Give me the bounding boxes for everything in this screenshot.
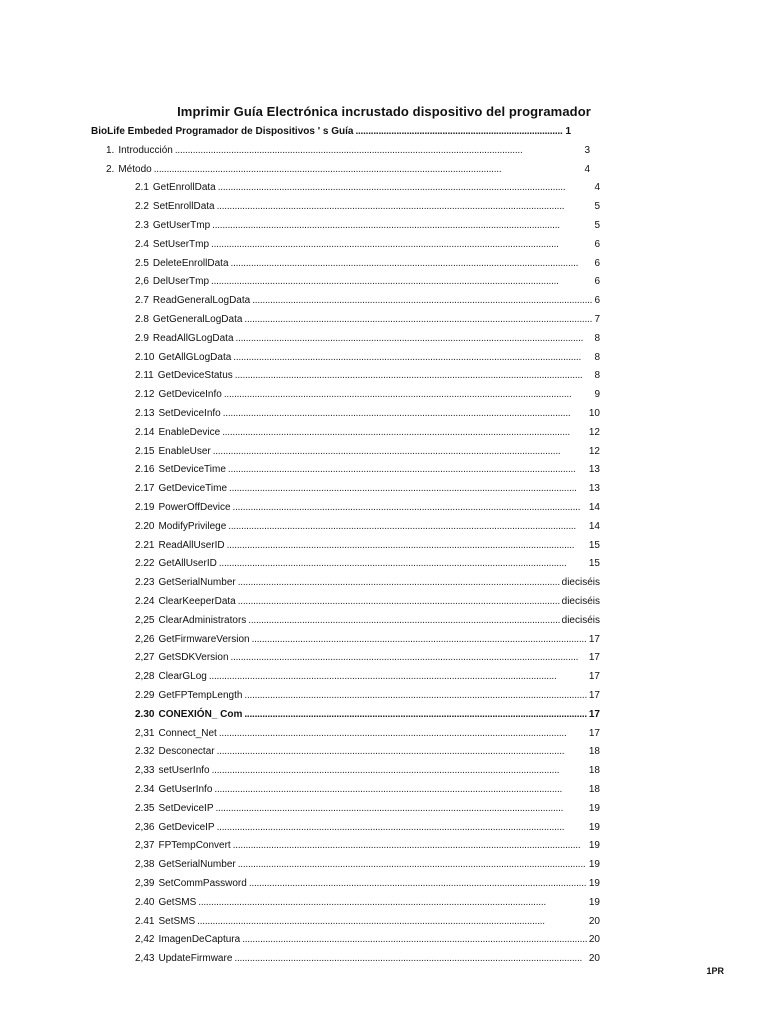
toc-entry[interactable]: [135, 709, 600, 727]
toc-dot-leader: [236, 333, 593, 344]
toc-dot-leader: [235, 370, 593, 381]
toc-entry-number: 2.30: [135, 708, 155, 720]
toc-entry-label: Método: [118, 163, 152, 175]
toc-dot-leader: [231, 652, 587, 663]
toc-dot-leader: [175, 145, 583, 156]
toc-entry-page: 15: [588, 558, 600, 570]
toc-entry-number: 2.17: [135, 483, 155, 495]
toc-entry-page: 17: [588, 708, 600, 720]
toc-entry-label: DeleteEnrollData: [152, 257, 229, 269]
toc-dot-leader: [228, 521, 587, 532]
toc-entry-page: dieciséis: [561, 614, 600, 626]
toc-entry-number: 2.10: [135, 351, 155, 363]
toc-entry-page: 18: [588, 765, 600, 777]
toc-entry[interactable]: [135, 314, 600, 332]
toc-entry[interactable]: [135, 540, 600, 558]
toc-dot-leader: [216, 803, 587, 814]
toc-entry-label: ReadAllGLogData: [152, 332, 234, 344]
toc-entry-label: Connect_Net: [158, 727, 217, 739]
toc-entry-page: 17: [588, 671, 600, 683]
toc-entry[interactable]: [135, 239, 600, 257]
toc-entry[interactable]: [135, 934, 600, 952]
toc-entry[interactable]: [135, 953, 600, 971]
toc-entry-label: setUserInfo: [158, 765, 210, 777]
toc-entry-number: 2.2: [135, 201, 149, 213]
toc-entry[interactable]: [135, 596, 600, 614]
toc-entry-label: SetDeviceTime: [158, 464, 226, 476]
toc-dot-leader: [238, 577, 560, 588]
toc-entry-number: 2,33: [135, 765, 155, 777]
toc-dot-leader: [252, 295, 592, 306]
toc-entry-page: 8: [594, 351, 600, 363]
toc-entry-number: 2.12: [135, 389, 155, 401]
toc-entry-number: 2,31: [135, 727, 155, 739]
toc-entry[interactable]: [135, 220, 600, 238]
toc-entry-number: 2.4: [135, 238, 149, 250]
toc-entry[interactable]: [135, 483, 600, 501]
toc-entry-page: 5: [594, 220, 600, 231]
toc-entry[interactable]: [135, 634, 600, 652]
toc-entry-number: 2,39: [135, 878, 155, 889]
toc-entry-number: 2,27: [135, 652, 155, 664]
toc-entry-page: 18: [588, 784, 600, 795]
toc-entry[interactable]: [135, 577, 600, 595]
toc-entry[interactable]: [135, 746, 600, 764]
toc-entry-page: 8: [594, 332, 600, 344]
toc-entry-number: 2.34: [135, 784, 155, 795]
toc-entry-page: 13: [588, 483, 600, 495]
toc-entry[interactable]: [91, 126, 571, 144]
toc-entry-label: ReadGeneralLogData: [152, 295, 251, 307]
toc-entry-page: 6: [594, 238, 600, 250]
toc-dot-leader: [212, 220, 592, 231]
toc-entry-number: 2,6: [135, 276, 149, 288]
toc-entry-label: PowerOffDevice: [158, 502, 231, 513]
toc-dot-leader: [154, 164, 583, 175]
toc-entry-number: 2.32: [135, 746, 155, 758]
toc-entry-page: 19: [588, 821, 600, 833]
toc-entry-number: 2,43: [135, 953, 155, 965]
toc-entry-number: 2.19: [135, 502, 155, 513]
toc-entry[interactable]: [135, 389, 600, 407]
toc-entry-number: 2,37: [135, 840, 155, 852]
toc-entry[interactable]: [135, 558, 600, 576]
toc-entry-label: ImagenDeCaptura: [158, 934, 241, 946]
toc-entry[interactable]: [135, 916, 600, 934]
toc-entry-page: 10: [588, 408, 600, 419]
toc-entry[interactable]: [135, 370, 600, 388]
toc-entry-label: SetSMS: [158, 915, 196, 927]
toc-entry-label: ClearGLog: [158, 671, 207, 683]
toc-entry-page: 17: [588, 690, 600, 701]
toc-entry-label: Introducción: [118, 144, 173, 156]
toc-dot-leader: [212, 765, 587, 776]
toc-entry-number: 2.41: [135, 915, 155, 927]
toc-dot-leader: [244, 314, 592, 325]
toc-entry[interactable]: [135, 728, 600, 746]
toc-entry-label: BioLife Embeded Programador de Dispositivos ' s Guía: [91, 126, 354, 137]
toc-entry[interactable]: [135, 258, 600, 276]
toc-entry-number: 2.13: [135, 408, 155, 419]
toc-entry-page: 15: [588, 539, 600, 551]
toc-entry-page: 17: [588, 633, 600, 645]
toc-dot-leader: [233, 502, 587, 513]
toc-entry-number: 2,36: [135, 821, 155, 833]
toc-entry-label: UpdateFirmware: [158, 953, 233, 965]
toc-entry-number: 2.35: [135, 802, 155, 814]
toc-entry-number: 2.14: [135, 426, 155, 438]
page-footer: 1PR: [706, 966, 724, 976]
toc-entry-number: 2,28: [135, 671, 155, 683]
toc-entry-label: GetDeviceTime: [158, 483, 228, 495]
toc-entry-number: 2.24: [135, 596, 155, 607]
toc-entry-page: 4: [594, 182, 600, 194]
toc-entry-page: 12: [588, 445, 600, 457]
toc-entry-number: 2.3: [135, 220, 149, 231]
toc-entry[interactable]: [135, 201, 600, 219]
toc-entry-label: GetAllUserID: [158, 558, 217, 570]
toc-entry[interactable]: [106, 145, 590, 163]
toc-dot-leader: [219, 728, 587, 739]
toc-entry[interactable]: [135, 803, 600, 821]
toc-entry-label: GetUserTmp: [152, 220, 211, 231]
toc-entry-label: GetEnrollData: [152, 182, 216, 194]
toc-entry-number: 2.29: [135, 690, 155, 701]
toc-dot-leader: [223, 408, 587, 419]
toc-entry[interactable]: [135, 840, 600, 858]
toc-dot-leader: [224, 389, 593, 400]
toc-entry-page: 20: [588, 915, 600, 927]
toc-dot-leader: [227, 540, 587, 551]
toc-entry-number: 2.22: [135, 558, 155, 570]
toc-entry[interactable]: [135, 182, 600, 200]
toc-dot-leader: [198, 897, 587, 908]
toc-entry[interactable]: [135, 652, 600, 670]
toc-entry[interactable]: [135, 784, 600, 802]
toc-entry[interactable]: [135, 464, 600, 482]
toc-entry-number: 2,26: [135, 633, 155, 645]
toc-entry-number: 2.: [106, 163, 115, 175]
toc-entry[interactable]: [135, 427, 600, 445]
toc-entry-label: GetFirmwareVersion: [158, 633, 250, 645]
toc-entry-label: GetSDKVersion: [158, 652, 229, 664]
toc-dot-leader: [217, 746, 587, 757]
toc-entry-label: ClearKeeperData: [158, 596, 236, 607]
toc-entry-page: 19: [588, 896, 600, 908]
toc-entry-page: 9: [594, 389, 600, 401]
toc-entry-page: 19: [588, 878, 600, 889]
toc-entry-label: SetCommPassword: [158, 878, 247, 889]
toc-entry-label: DelUserTmp: [152, 276, 210, 288]
toc-entry-number: 2.15: [135, 445, 155, 457]
toc-entry-page: dieciséis: [561, 596, 600, 607]
toc-dot-leader: [219, 558, 587, 569]
toc-entry-page: 20: [588, 934, 600, 946]
toc-entry-page: 14: [588, 502, 600, 513]
toc-entry-number: 1.: [106, 144, 115, 156]
toc-entry-page: 3: [584, 144, 590, 156]
toc-entry[interactable]: [135, 295, 600, 313]
toc-entry-number: 2.20: [135, 520, 155, 532]
toc-entry-page: 4: [584, 163, 590, 175]
toc-dot-leader: [242, 934, 587, 945]
toc-entry[interactable]: [135, 352, 600, 370]
toc-entry-page: 12: [588, 426, 600, 438]
toc-dot-leader: [228, 464, 587, 475]
toc-entry[interactable]: [135, 276, 600, 294]
toc-entry[interactable]: [135, 690, 600, 708]
toc-entry-number: 2.1: [135, 182, 149, 194]
toc-entry-page: 6: [594, 276, 600, 288]
toc-entry-number: 2.21: [135, 539, 155, 551]
toc-entry[interactable]: [135, 615, 600, 633]
toc-dot-leader: [233, 840, 587, 851]
toc-entry-label: GetDeviceStatus: [157, 370, 233, 382]
toc-entry-number: 2,38: [135, 859, 155, 871]
toc-dot-leader: [197, 916, 587, 927]
toc-dot-leader: [244, 709, 587, 720]
toc-dot-leader: [229, 483, 587, 494]
toc-entry-page: 19: [588, 802, 600, 814]
toc-entry-number: 2.5: [135, 257, 149, 269]
toc-entry-label: ReadAllUserID: [158, 539, 225, 551]
toc-entry-label: SetDeviceInfo: [158, 408, 221, 419]
toc-entry-label: SetUserTmp: [152, 238, 210, 250]
toc-entry-label: GetDeviceIP: [158, 821, 215, 833]
toc-entry-page: 5: [594, 201, 600, 213]
toc-entry[interactable]: [135, 408, 600, 426]
toc-dot-leader: [231, 258, 593, 269]
toc-entry-label: EnableDevice: [158, 426, 221, 438]
toc-dot-leader: [214, 784, 586, 795]
toc-entry-label: GetSerialNumber: [158, 859, 236, 871]
toc-entry-label: ModifyPrivilege: [158, 520, 227, 532]
toc-entry-page: 18: [588, 746, 600, 758]
toc-dot-leader: [217, 822, 587, 833]
toc-entry-number: 2.40: [135, 896, 155, 908]
toc-entry[interactable]: [135, 333, 600, 351]
toc-entry-label: GetDeviceInfo: [158, 389, 222, 401]
toc-entry-page: 14: [588, 520, 600, 532]
toc-dot-leader: [244, 690, 586, 701]
toc-entry-label: SetDeviceIP: [158, 802, 214, 814]
toc-entry-page: 8: [594, 370, 600, 382]
toc-entry-page: dieciséis: [561, 577, 600, 589]
toc-entry-number: 2.11: [135, 370, 154, 382]
toc-dot-leader: [238, 859, 587, 870]
toc-entry-number: 2.23: [135, 577, 155, 589]
toc-dot-leader: [209, 671, 587, 682]
toc-entry-page: 7: [594, 314, 600, 325]
toc-entry[interactable]: [135, 859, 600, 877]
toc-entry-page: 6: [594, 295, 600, 307]
toc-entry[interactable]: [135, 878, 600, 896]
toc-entry-number: 2.8: [135, 314, 149, 325]
toc-entry-label: Desconectar: [158, 746, 215, 758]
toc-dot-leader: [211, 276, 592, 287]
toc-dot-leader: [249, 878, 587, 889]
toc-dot-leader: [355, 126, 563, 137]
toc-dot-leader: [217, 201, 593, 212]
toc-dot-leader: [211, 239, 592, 250]
toc-entry-page: 17: [588, 652, 600, 664]
toc-entry[interactable]: [135, 822, 600, 840]
toc-dot-leader: [213, 446, 587, 457]
toc-dot-leader: [238, 596, 560, 607]
toc-dot-leader: [234, 953, 586, 964]
toc-entry-label: SetEnrollData: [152, 201, 215, 213]
toc-entry[interactable]: [106, 164, 590, 182]
toc-entry[interactable]: [135, 897, 600, 915]
toc-entry-page: 19: [588, 840, 600, 852]
toc-entry-number: 2,42: [135, 934, 155, 946]
document-title: Imprimir Guía Electrónica incrustado dispositivo del programador: [177, 104, 591, 119]
toc-entry[interactable]: [135, 765, 600, 783]
toc-entry-label: FPTempConvert: [158, 840, 231, 852]
toc-entry[interactable]: [135, 671, 600, 689]
toc-entry-label: GetSMS: [158, 896, 197, 908]
toc-entry-label: GetGeneralLogData: [152, 314, 243, 325]
toc-entry-label: GetUserInfo: [158, 784, 213, 795]
toc-entry-number: 2,25: [135, 614, 155, 626]
toc-entry-label: GetAllGLogData: [158, 351, 232, 363]
toc-entry[interactable]: [135, 521, 600, 539]
toc-entry-page: 13: [588, 464, 600, 476]
toc-entry-label: GetSerialNumber: [158, 577, 236, 589]
toc-entry-number: 2.9: [135, 332, 149, 344]
toc-entry-label: EnableUser: [158, 445, 211, 457]
toc-entry-page: 1: [565, 126, 571, 137]
toc-entry-label: ClearAdministrators: [158, 614, 247, 626]
toc-dot-leader: [222, 427, 587, 438]
toc-entry-page: 17: [588, 727, 600, 739]
toc-entry-label: GetFPTempLength: [158, 690, 243, 701]
toc-entry[interactable]: [135, 502, 600, 520]
toc-dot-leader: [248, 615, 559, 626]
toc-dot-leader: [218, 182, 593, 193]
toc-entry-number: 2.7: [135, 295, 149, 307]
toc-entry-page: 19: [588, 859, 600, 871]
toc-dot-leader: [233, 352, 592, 363]
toc-entry-label: CONEXIÓN_ Com: [158, 708, 243, 720]
toc-entry[interactable]: [135, 446, 600, 464]
toc-entry-page: 6: [594, 257, 600, 269]
toc-dot-leader: [252, 634, 587, 645]
toc-entry-number: 2.16: [135, 464, 155, 476]
toc-entry-page: 20: [588, 953, 600, 965]
